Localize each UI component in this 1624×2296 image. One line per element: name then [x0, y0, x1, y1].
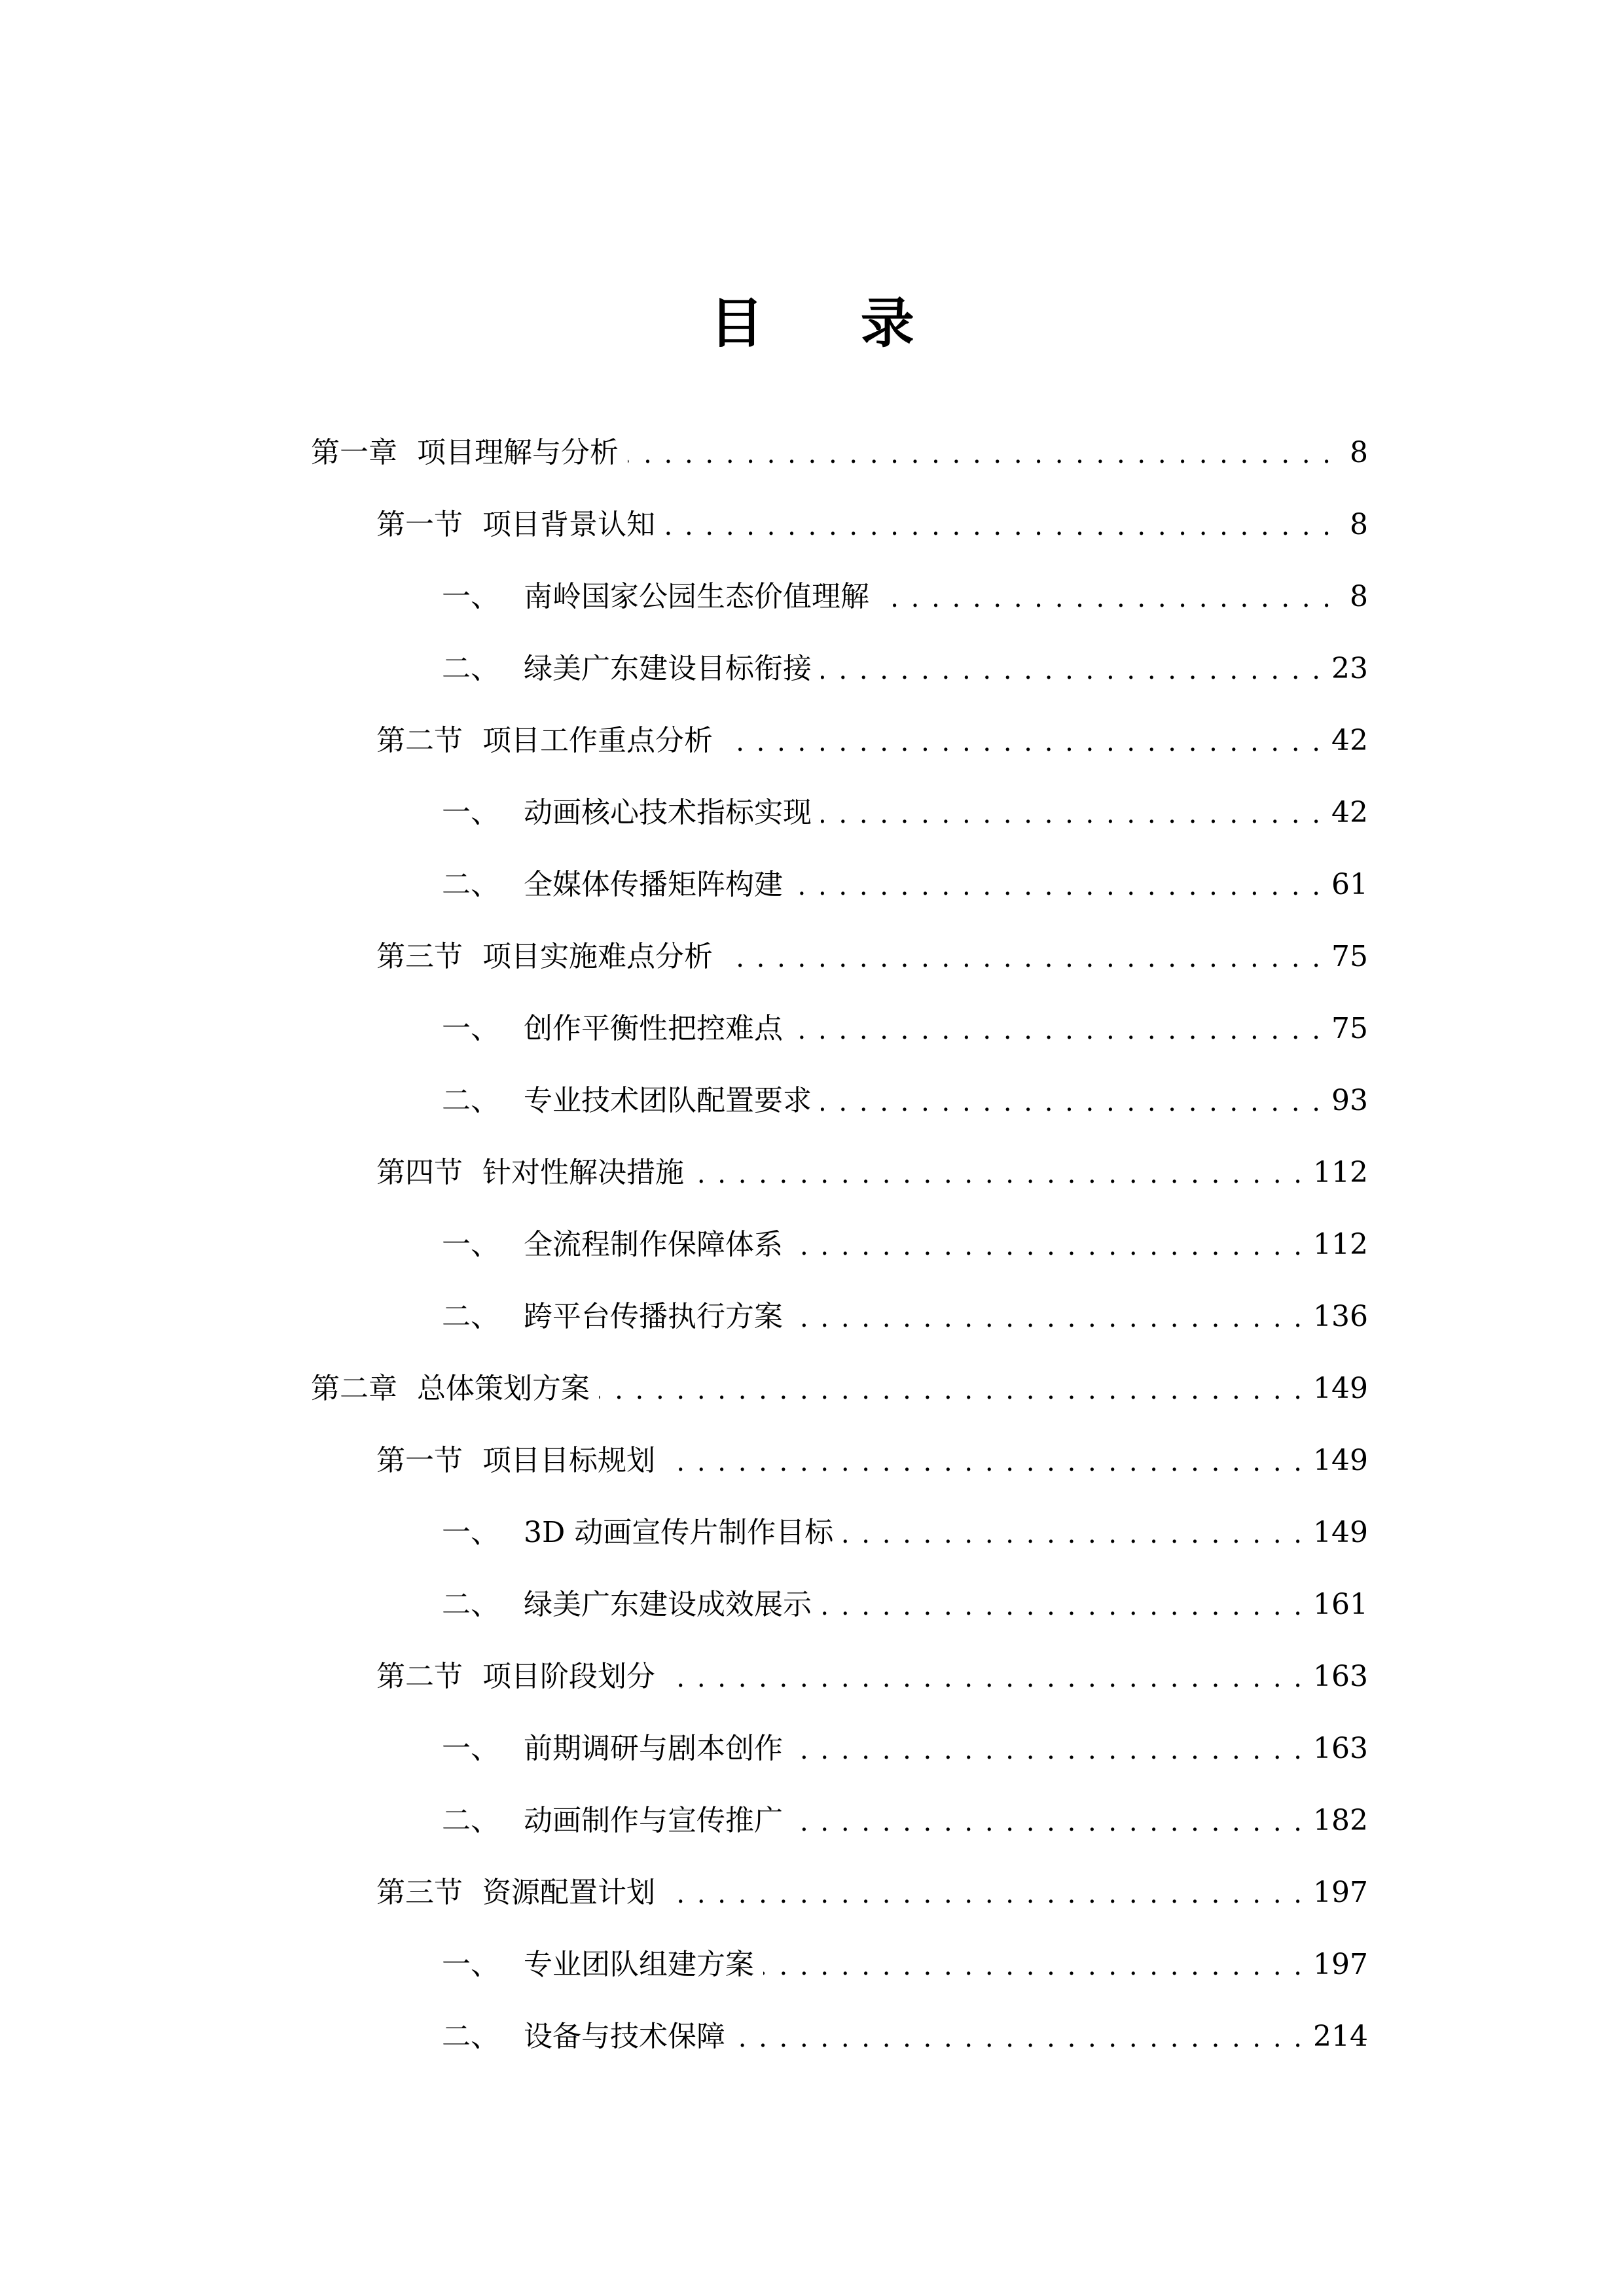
toc-entry-prefix: 二、: [442, 1804, 499, 1837]
toc-entry-prefix: 一、: [442, 580, 499, 613]
toc-leader-dots: [734, 2011, 1304, 2063]
toc-entry-title: 全流程制作保障体系: [524, 1228, 783, 1261]
toc-entry-subsection[interactable]: [442, 1795, 1368, 1847]
toc-entry-title: 项目实施难点分析: [482, 940, 713, 973]
toc-entry-title: 项目背景认知: [482, 508, 655, 541]
toc-entry-page: 61: [1331, 868, 1368, 901]
toc-entry-title: 绿美广东建设成效展示: [524, 1588, 812, 1621]
toc-entry-title: 跨平台传播执行方案: [524, 1300, 783, 1333]
toc-entry-prefix: 二、: [442, 652, 499, 685]
toc-entry-prefix: 二、: [442, 868, 499, 901]
toc-entry-prefix: 第三节: [376, 940, 463, 973]
toc-entry-subsection[interactable]: [442, 1939, 1368, 1991]
toc-entry-section[interactable]: [376, 1867, 1368, 1919]
toc-leader-dots: [792, 1003, 1322, 1055]
toc-entry-prefix: 二、: [442, 1300, 499, 1333]
toc-entry-page: 23: [1331, 652, 1368, 685]
toc-leader-dots: [821, 643, 1322, 695]
toc-entry-subsection[interactable]: [442, 787, 1368, 839]
toc-leader-dots: [821, 1075, 1322, 1127]
toc-entry-section[interactable]: [376, 931, 1368, 983]
toc-entry-section[interactable]: [376, 499, 1368, 551]
toc-entry-page: 8: [1350, 580, 1368, 613]
toc-entry-title: 前期调研与剧本创作: [524, 1732, 783, 1765]
toc-leader-dots: [722, 715, 1322, 767]
toc-leader-dots: [628, 427, 1333, 479]
toc-leader-dots: [792, 1219, 1304, 1271]
toc-entry-page: 93: [1331, 1084, 1368, 1117]
toc-entry-title: 针对性解决措施: [482, 1156, 684, 1189]
toc-entry-title: 全媒体传播矩阵构建: [524, 868, 783, 901]
toc-entry-title: 资源配置计划: [482, 1876, 655, 1909]
toc-entry-title: 专业技术团队配置要求: [524, 1084, 812, 1117]
toc-entry-page: 42: [1331, 796, 1368, 829]
toc-entry-prefix: 第一节: [376, 508, 463, 541]
toc-entry-section[interactable]: [376, 1147, 1368, 1199]
toc-entry-page: 75: [1331, 940, 1368, 973]
toc-entry-title: 项目理解与分析: [417, 436, 619, 469]
toc-entry-title: 3D 动画宣传片制作目标: [524, 1516, 834, 1549]
toc-entry-subsection[interactable]: [442, 1723, 1368, 1775]
toc-entry-title: 创作平衡性把控难点: [524, 1012, 783, 1045]
toc-entry-subsection[interactable]: [442, 643, 1368, 695]
toc-entry-title: 项目阶段划分: [482, 1660, 655, 1693]
toc-entry-prefix: 第一节: [376, 1444, 463, 1477]
toc-entry-prefix: 二、: [442, 1588, 499, 1621]
toc-entry-subsection[interactable]: [442, 1579, 1368, 1631]
toc-leader-dots: [664, 1651, 1304, 1703]
toc-leader-dots: [792, 1291, 1304, 1343]
toc-entry-subsection[interactable]: [442, 859, 1368, 911]
toc-leader-dots: [722, 931, 1322, 983]
toc-leader-dots: [664, 1867, 1304, 1919]
toc-entry-page: 8: [1350, 436, 1368, 469]
toc-leader-dots: [763, 1939, 1304, 1991]
toc-entry-page: 149: [1313, 1444, 1368, 1477]
toc-entry-title: 绿美广东建设目标衔接: [524, 652, 812, 685]
toc-entry-page: 163: [1313, 1660, 1368, 1693]
toc-entry-subsection[interactable]: [442, 571, 1368, 623]
toc-entry-prefix: 第一章: [311, 436, 397, 469]
toc-leader-dots: [842, 1507, 1304, 1559]
toc-leader-dots: [664, 499, 1333, 551]
toc-entry-chapter[interactable]: [311, 1363, 1368, 1415]
toc-entry-section[interactable]: [376, 715, 1368, 767]
toc-entry-title: 设备与技术保障: [524, 2020, 725, 2053]
toc-entry-page: 149: [1313, 1516, 1368, 1549]
page-title: 目 录: [710, 293, 954, 355]
toc-entry-section[interactable]: [376, 1435, 1368, 1487]
toc-entry-page: 197: [1313, 1948, 1368, 1981]
toc-entry-subsection[interactable]: [442, 1003, 1368, 1055]
toc-entry-subsection[interactable]: [442, 1291, 1368, 1343]
toc-entry-title: 专业团队组建方案: [524, 1948, 754, 1981]
toc-entry-prefix: 一、: [442, 1228, 499, 1261]
toc-entry-prefix: 一、: [442, 1732, 499, 1765]
toc-entry-title: 动画制作与宣传推广: [524, 1804, 783, 1837]
toc-entry-title: 项目工作重点分析: [482, 724, 713, 757]
toc-leader-dots: [792, 859, 1322, 911]
toc-entry-chapter[interactable]: [311, 427, 1368, 479]
toc-entry-prefix: 一、: [442, 796, 499, 829]
toc-entry-section[interactable]: [376, 1651, 1368, 1703]
toc-entry-page: 75: [1331, 1012, 1368, 1045]
toc-leader-dots: [821, 1579, 1304, 1631]
toc-entry-page: 163: [1313, 1732, 1368, 1765]
toc-entry-page: 112: [1313, 1228, 1368, 1261]
toc-entry-page: 136: [1313, 1300, 1368, 1333]
toc-entry-title: 项目目标规划: [482, 1444, 655, 1477]
toc-entry-subsection[interactable]: [442, 2011, 1368, 2063]
toc-entry-prefix: 第二节: [376, 724, 463, 757]
toc-entry-title: 南岭国家公园生态价值理解: [524, 580, 869, 613]
toc-leader-dots: [821, 787, 1322, 839]
toc-entry-prefix: 一、: [442, 1948, 499, 1981]
toc-entry-title: 动画核心技术指标实现: [524, 796, 812, 829]
toc-entry-page: 149: [1313, 1372, 1368, 1405]
toc-entry-page: 214: [1313, 2020, 1368, 2053]
toc-entry-page: 42: [1331, 724, 1368, 757]
toc-entry-page: 197: [1313, 1876, 1368, 1909]
toc-entry-subsection[interactable]: [442, 1219, 1368, 1271]
toc-entry-subsection[interactable]: [442, 1075, 1368, 1127]
toc-entry-prefix: 第二章: [311, 1372, 397, 1405]
toc-leader-dots: [878, 571, 1333, 623]
toc-leader-dots: [792, 1795, 1304, 1847]
toc-entry-prefix: 第三节: [376, 1876, 463, 1909]
toc-entry-page: 182: [1313, 1804, 1368, 1837]
toc-entry-title: 总体策划方案: [417, 1372, 590, 1405]
toc-entry-page: 8: [1350, 508, 1368, 541]
toc-entry-prefix: 二、: [442, 2020, 499, 2053]
toc-entry-page: 161: [1313, 1588, 1368, 1621]
toc-leader-dots: [792, 1723, 1304, 1775]
toc-entry-prefix: 第四节: [376, 1156, 463, 1189]
toc-entry-prefix: 一、: [442, 1012, 499, 1045]
toc-entry-prefix: 一、: [442, 1516, 499, 1549]
toc-entry-prefix: 第二节: [376, 1660, 463, 1693]
toc-leader-dots: [693, 1147, 1304, 1199]
toc-leader-dots: [599, 1363, 1304, 1415]
toc-entry-subsection[interactable]: [442, 1507, 1368, 1559]
toc-entry-page: 112: [1313, 1156, 1368, 1189]
toc-entry-prefix: 二、: [442, 1084, 499, 1117]
toc-leader-dots: [664, 1435, 1304, 1487]
